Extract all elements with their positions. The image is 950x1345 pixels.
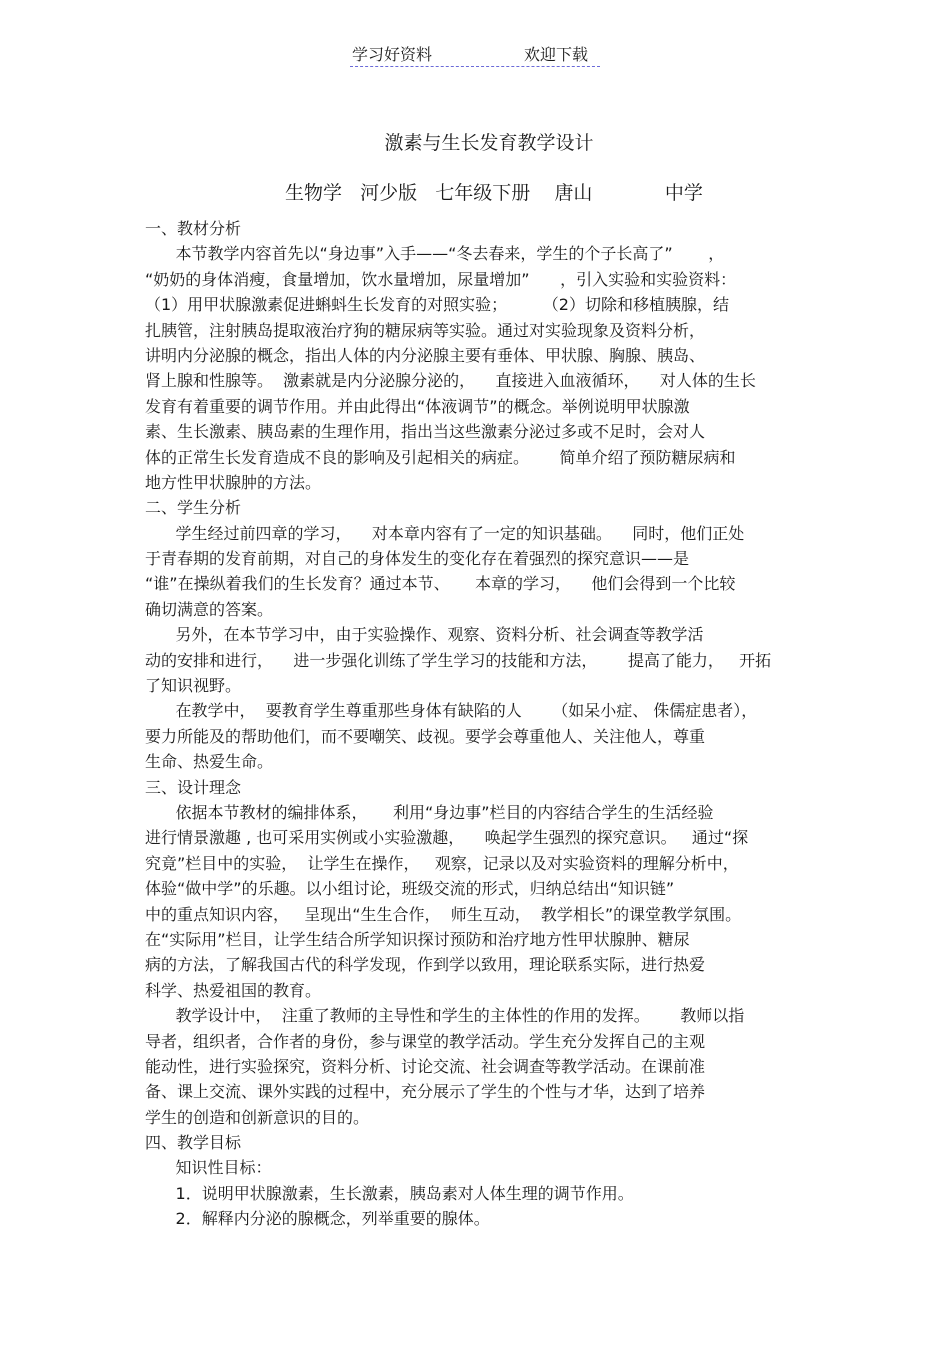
body-line: 讲明内分泌腺的概念，指出人体的内分泌腺主要有垂体、甲状腺、胸腺、胰岛、 — [145, 345, 706, 365]
body-line: 本节教学内容首先以“身边事”入手——“冬去春来，学生的个子长高了” ， — [145, 244, 725, 264]
body-line: 了知识视野。 — [145, 676, 242, 696]
body-line: 素、生长激素、胰岛素的生理作用，指出当这些激素分泌过多或不足时，会对人 — [145, 422, 706, 442]
body-line: 能动性，进行实验探究，资料分析、讨论交流、社会调查等教学活动。在课前准 — [145, 1056, 706, 1076]
body-line: 究竟”栏目中的实验， 让学生在操作， 观察，记录以及对实验资料的理解分析中， — [145, 853, 739, 873]
body-line: 2．解释内分泌的腺概念，列举重要的腺体。 — [145, 1209, 490, 1229]
body-line: 肾上腺和性腺等。 激素就是内分泌腺分泌的， 直接进入血液循环， 对人体的生长 — [145, 371, 756, 391]
body-line: 动的安排和进行， 进一步强化训练了学生学习的技能和方法， 提高了能力， 开拓 — [145, 650, 772, 670]
body-line: 在“实际用”栏目，让学生结合所学知识探讨预防和治疗地方性甲状腺肿、糖尿 — [145, 929, 690, 949]
document-title: 激素与生长发育教学设计 — [384, 132, 594, 154]
document-subtitle: 生物学 河少版 七年级下册 唐山 中学 — [285, 182, 703, 204]
body-line: 确切满意的答案。 — [145, 599, 274, 619]
body-line: 四、教学目标 — [145, 1133, 242, 1153]
body-line: 进行情景激趣 , 也可采用实例或小实验激趣， 唤起学生强烈的探究意识。 通过“探 — [145, 828, 749, 848]
body-line: 1．说明甲状腺激素，生长激素，胰岛素对人体生理的调节作用。 — [145, 1183, 634, 1203]
body-line: 地方性甲状腺肿的方法。 — [145, 472, 322, 492]
body-line: 病的方法，了解我国古代的科学发现，作到学以致用，理论联系实际，进行热爱 — [145, 955, 706, 975]
body-line: 教学设计中， 注重了教师的主导性和学生的主体性的作用的发挥。 教师以指 — [145, 1006, 745, 1026]
body-line: 依据本节教材的编排体系， 利用“身边事”栏目的内容结合学生的生活经验 — [145, 802, 714, 822]
body-line: 发育有着重要的调节作用。并由此得出“体液调节”的概念。举例说明甲状腺激 — [145, 396, 690, 416]
body-line: 导者，组织者，合作者的身份，参与课堂的教学活动。学生充分发挥自己的主观 — [145, 1031, 706, 1051]
header-left-text: 学习好资料 — [352, 45, 433, 64]
body-line: 在教学中， 要教育学生尊重那些身体有缺陷的人 （如呆小症、 侏儒症患者）， — [145, 701, 758, 721]
body-line: 学生经过前四章的学习， 对本章内容有了一定的知识基础。 同时，他们正处 — [145, 523, 745, 543]
body-line: 备、课上交流、课外实践的过程中，充分展示了学生的个性与才华，达到了培养 — [145, 1082, 706, 1102]
body-line: 三、设计理念 — [145, 777, 242, 797]
body-line: 中的重点知识内容， 呈现出“生生合作， 师生互动， 教学相长”的课堂教学氛围。 — [145, 904, 742, 924]
body-line: 扎胰管，注射胰岛提取液治疗狗的糖尿病等实验。通过对实验现象及资料分析， — [145, 320, 706, 340]
body-line: “谁”在操纵着我们的生长发育？通过本节、 本章的学习， 他们会得到一个比较 — [145, 574, 736, 594]
body-line: 体的正常生长发育造成不良的影响及引起相关的病症。 简单介绍了预防糖尿病和 — [145, 447, 736, 467]
body-line: 另外，在本节学习中，由于实验操作、观察、资料分析、社会调查等教学活 — [145, 625, 704, 645]
body-line: 知识性目标： — [145, 1158, 272, 1178]
body-line: 二、学生分析 — [145, 498, 242, 518]
body-line: （1）用甲状腺激素促进蝌蚪生长发育的对照实验； （2）切除和移植胰腺，结 — [145, 295, 729, 315]
body-line: 一、教材分析 — [145, 219, 242, 238]
document-body — [145, 216, 810, 1232]
body-line: 体验“做中学”的乐趣。以小组讨论，班级交流的形式，归纳总结出“知识链” — [145, 879, 675, 899]
body-line: “奶奶的身体消瘦，食量增加，饮水量增加，尿量增加” ，引入实验和实验资料： — [145, 269, 737, 289]
header-right-text: 欢迎下载 — [524, 45, 589, 64]
body-line: 科学、热爱祖国的教育。 — [145, 980, 322, 1000]
body-line: 学生的创造和创新意识的目的。 — [145, 1107, 370, 1127]
page-header — [350, 40, 600, 67]
body-line: 生命、热爱生命。 — [145, 752, 274, 772]
body-line: 要力所能及的帮助他们，而不要嘲笑、歧视。要学会尊重他人、关注他人，尊重 — [145, 726, 706, 746]
body-line: 于青春期的发育前期，对自己的身体发生的变化存在着强烈的探究意识——是 — [145, 549, 690, 569]
